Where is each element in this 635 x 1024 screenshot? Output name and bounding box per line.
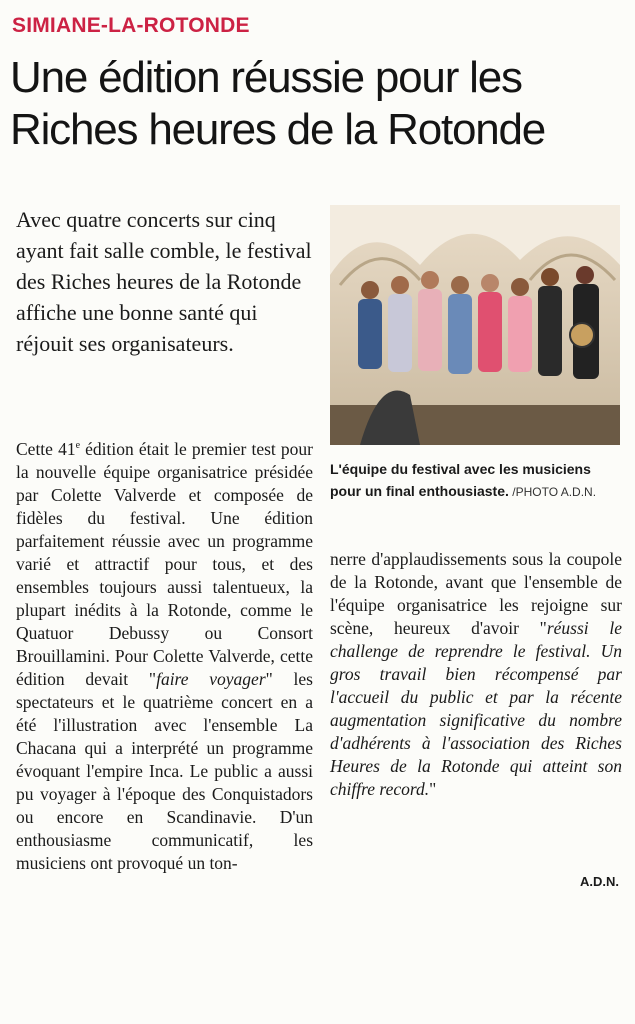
body-paragraph-1 <box>16 434 313 875</box>
festival-photo <box>330 205 620 445</box>
quote-text: réussi le challenge de reprendre le festival. Un gros travail bien récompensé par l'accueil du public et par la récente augmentation significative du nombre d'adhérents à l'association des Riches Heures de la Rotonde qui atteint son chiffre record. <box>330 618 622 799</box>
body-paragraph-2 <box>330 548 622 801</box>
body-text: édition était le premier test pour la nouvelle équipe organisatrice présidée par Colette Valverde et composée de fidèles du festival. Une édition parfaitement réussie avec un programme varié et attractif pour tous, et des ensembles toujours aussi talentueux, la plupart inédits à la Rotonde, comme le Quatuor Debussy ou Consort Brouillamini. Pour Colette Valverde, cette édition devait " <box>16 438 313 689</box>
body-column-1 <box>16 434 313 875</box>
article-headline: Une édition réussie pour les Riches heures de la Rotonde <box>10 53 546 154</box>
caption-text: L'équipe du festival avec les musiciens pour un final enthousiaste. <box>330 461 591 499</box>
ordinal-suffix: e <box>75 440 81 451</box>
body-column-2 <box>330 548 622 801</box>
author-signature: A.D.N. <box>580 874 619 889</box>
quote-text: faire voyager <box>156 668 266 689</box>
article-lead: Avec quatre concerts sur cinq ayant fait salle comble, le festival des Riches heures de la Rotonde affiche une bonne santé qui réjouit ses organisateurs. <box>16 207 312 356</box>
photo-image <box>330 205 620 445</box>
body-text: " les spectateurs et le quatrième concert en a été l'illustration avec l'ensemble La Chacana qui a interprété un programme évoquant l'empire Inca. Le public a aussi pu voyager à l'époque des Conquistadors ou encore en Scandinavie. D'un enthousiasme communicatif, les musiciens ont provoqué un ton- <box>16 668 313 873</box>
body-text: Cette 41 <box>16 438 76 459</box>
photo-caption <box>330 458 620 503</box>
photo-credit: /PHOTO A.D.N. <box>508 485 597 499</box>
body-text: nerre d'applaudissements sous la coupole de la Rotonde, avant que l'ensemble de l'équipe organisatrice les rejoigne sur scène, heureux d'avoir " <box>330 549 622 638</box>
body-text: " <box>429 779 437 799</box>
section-kicker: SIMIANE-LA-ROTONDE <box>12 14 250 37</box>
